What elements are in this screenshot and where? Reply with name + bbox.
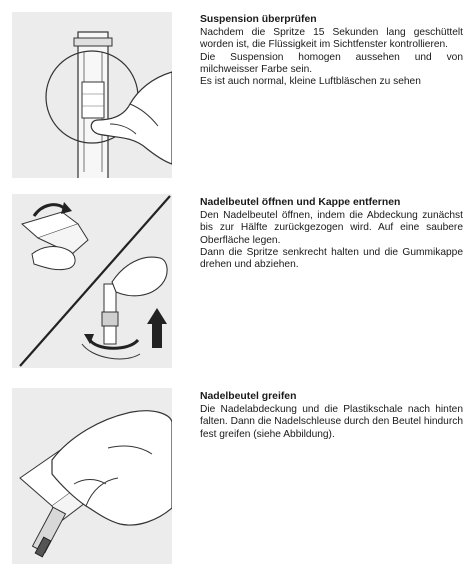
- step-paragraph: Die Suspension homogen aussehen und von milchweisser Farbe sein.: [200, 51, 463, 75]
- step-paragraph: Nachdem die Spritze 15 Sekunden lang geschüttelt worden ist, die Flüssigkeit im Sichtfenster kontrollieren.: [200, 27, 463, 51]
- syringe-inspection-drawing: [12, 12, 172, 178]
- step-paragraph: Es ist auch normal, kleine Luftbläschen zu sehen: [200, 76, 421, 88]
- step-text-block: [200, 197, 463, 271]
- illustration-remove-cap: [12, 194, 172, 368]
- step-paragraph: Den Nadelbeutel öffnen, indem die Abdeckung zunächst bis zur Hälfte zurückgezogen wird. Auf eine saubere Oberfläche legen.: [200, 210, 463, 246]
- step-title: Suspension überprüfen: [200, 14, 317, 25]
- step-paragraph: Die Nadelabdeckung und die Plastikschale nach hinten falten. Dann die Nadelschleuse durch den Beutel hindurch fest greifen (siehe Abbildung).: [200, 404, 463, 440]
- grip-pouch-drawing: [12, 388, 172, 564]
- step-paragraph: Dann die Spritze senkrecht halten und die Gummikappe drehen und abziehen.: [200, 246, 463, 271]
- step-title: Nadelbeutel greifen: [200, 391, 297, 402]
- step-text-block: [200, 14, 463, 88]
- step-title: Nadelbeutel öffnen und Kappe entfernen: [200, 197, 401, 208]
- illustration-grip-pouch: [12, 388, 172, 564]
- step-text-block: [200, 391, 463, 441]
- remove-cap-drawing: [12, 194, 172, 368]
- illustration-syringe-inspection: [12, 12, 172, 178]
